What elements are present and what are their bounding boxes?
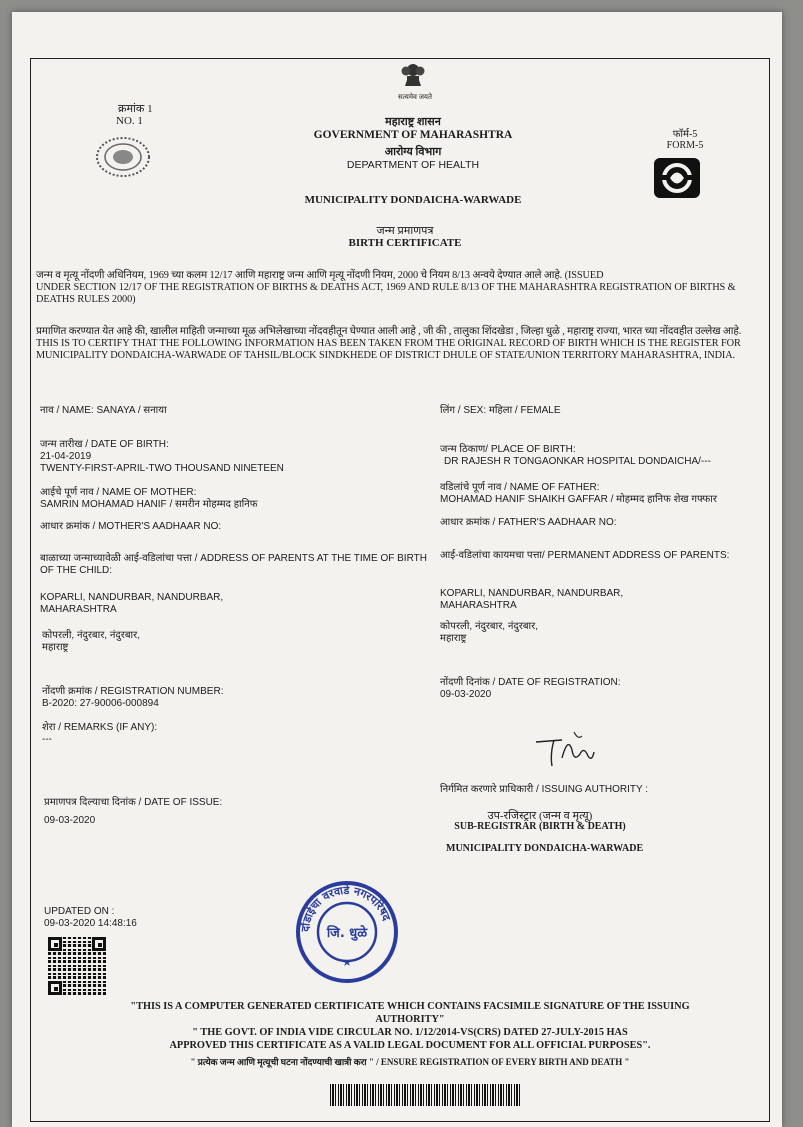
permanent-address-marathi	[440, 621, 538, 645]
address-line: कोपरली, नंदुरबार, नंदुरबार,	[42, 630, 140, 641]
footer-statement	[100, 1000, 720, 1052]
sex-field	[440, 405, 561, 417]
updated-on-field	[44, 906, 137, 930]
dob-field	[40, 439, 284, 475]
qr-code-icon	[48, 937, 106, 995]
barcode-icon	[330, 1084, 520, 1106]
pob-value: DR RAJESH R TONGAONKAR HOSPITAL DONDAICHA/---	[444, 456, 711, 467]
mother-aadhaar-field: आधार क्रमांक / MOTHER'S AADHAAR NO:	[40, 521, 222, 532]
address-at-birth-label: बाळाच्या जन्माच्यावेळी आई-वडिलांचा पत्ता / ADDRESS OF PARENTS AT THE TIME OF BIRTH OF THE CHILD:	[40, 553, 427, 576]
registration-number-label: नोंदणी क्रमांक / REGISTRATION NUMBER:	[42, 686, 224, 697]
municipality-title: MUNICIPALITY DONDAICHA-WARWADE	[304, 194, 522, 206]
permanent-address-label: आई-वडिलांचा कायमचा पत्ता/ PERMANENT ADDRESS OF PARENTS:	[440, 550, 730, 561]
certificate-title-marathi: जन्म प्रमाणपत्र	[376, 225, 434, 237]
address-line: कोपरली, नंदुरबार, नंदुरबार,	[440, 621, 538, 632]
name-label: नाव / NAME:	[40, 405, 94, 416]
registration-date-label: नोंदणी दिनांक / DATE OF REGISTRATION:	[440, 677, 621, 688]
issued-under-paragraph	[36, 270, 768, 306]
sex-value: महिला / FEMALE	[488, 405, 561, 416]
remarks-value: ---	[42, 734, 52, 745]
government-title: GOVERNMENT OF MAHARASHTRA	[313, 129, 513, 141]
seal-center-text: जि. धुळे	[326, 926, 368, 941]
registration-number-field	[42, 686, 223, 710]
father-label: वडिलांचे पूर्ण नाव / NAME OF FATHER:	[440, 482, 600, 493]
footer-slogan-marathi: " प्रत्येक जन्म आणि मृत्यूची घटना नोंदण्याची खात्री करा " /	[190, 1057, 379, 1067]
remarks-label: शेरा / REMARKS (IF ANY):	[42, 722, 158, 733]
certify-english: THIS IS TO CERTIFY THAT THE FOLLOWING INFORMATION HAS BEEN TAKEN FROM THE ORIGINAL RECORD OF BIRTH WHICH IS THE REGISTER FOR MUNICIPALITY DONDAICHA-WARWADE OF TAHSIL/BLOCK SINDKHEDE OF DISTRICT DHULE OF STATE/UNION TERRITORY MAHARASHTRA, INDIA.	[36, 338, 741, 361]
registration-date-value: 09-03-2020	[440, 689, 492, 700]
footer-line: " THE GOVT. OF INDIA VIDE CIRCULAR NO. 1/12/2014-VS(CRS) DATED 27-JULY-2015 HAS	[192, 1027, 628, 1038]
address-line: KOPARLI, NANDURBAR, NANDURBAR,	[40, 592, 224, 603]
footer-line: APPROVED THIS CERTIFICATE AS A VALID LEGAL DOCUMENT FOR ALL OFFICIAL PURPOSES".	[169, 1040, 651, 1051]
registration-logo-icon	[653, 157, 701, 199]
serial-number: NO. 1	[116, 115, 143, 127]
father-field	[440, 482, 717, 506]
name-field	[40, 405, 167, 417]
dob-label: जन्म तारीख / DATE OF BIRTH:	[40, 439, 169, 450]
sex-label: लिंग / SEX:	[440, 405, 487, 416]
name-value: SANAYA / सनाया	[96, 405, 167, 416]
certify-paragraph	[36, 326, 768, 362]
mother-label: आईचे पूर्ण नाव / NAME OF MOTHER:	[40, 487, 197, 498]
maharashtra-seal-icon	[96, 137, 150, 177]
government-marathi: महाराष्ट्र शासन	[385, 116, 441, 128]
pob-label: जन्म ठिकाण/ PLACE OF BIRTH:	[440, 444, 576, 455]
certify-marathi: प्रमाणित करण्यात येत आहे की, खालील माहिती जन्माच्या मूळ अभिलेखाच्या नोंदवहीतून घेण्यात आली आहे , जी की , तालुका शिंदखेडा , जिल्हा धुळे , महाराष्ट्र राज्या, भारत च्या नोंदवहीत उल्लेख आहे.	[36, 326, 742, 337]
municipal-seal-stamp	[295, 880, 399, 984]
date-of-issue-label: प्रमाणपत्र दिल्याचा दिनांक / DATE OF ISSUE:	[44, 797, 223, 808]
father-aadhaar-field: आधार क्रमांक / FATHER'S AADHAAR NO:	[440, 517, 617, 528]
department-title: DEPARTMENT OF HEALTH	[346, 159, 480, 171]
issued-under-english: UNDER SECTION 12/17 OF THE REGISTRATION OF BIRTHS & DEATHS ACT, 1969 AND RULE 8/13 OF THE MAHARASHTRA REGISTRATION OF BIRTHS & DEATHS RULES 2000)	[36, 282, 736, 305]
address-line: MAHARASHTRA	[440, 600, 517, 611]
issued-under-marathi: जन्म व मृत्यू नोंदणी अधिनियम, 1969 च्या कलम 12/17 आणि महाराष्ट्र जन्म आणि मृत्यू नोंदणी नियम, 2000 चे नियम 8/13 अन्वये देण्यात आले आहे. (ISSUED	[36, 270, 604, 281]
national-emblem-icon	[395, 56, 431, 92]
updated-on-value: 09-03-2020 14:48:16	[44, 918, 137, 929]
mother-field	[40, 487, 257, 511]
address-line: KOPARLI, NANDURBAR, NANDURBAR,	[440, 588, 624, 599]
emblem-motto: सत्यमेव जयते	[398, 93, 432, 101]
sub-registrar-marathi: उप-रजिस्ट्रार (जन्म व मृत्यू)	[487, 810, 593, 822]
address-at-birth-marathi	[42, 630, 140, 654]
footer-slogan-english: ENSURE REGISTRATION OF EVERY BIRTH AND DEATH "	[380, 1057, 630, 1067]
footer-slogan	[130, 1055, 690, 1068]
certificate-border	[30, 58, 770, 1122]
footer-line: "THIS IS A COMPUTER GENERATED CERTIFICATE WHICH CONTAINS FACSIMILE SIGNATURE OF THE ISSUING AUTHORITY"	[130, 1001, 690, 1025]
dob-value: 21-04-2019	[40, 451, 92, 462]
address-line: महाराष्ट्र	[42, 642, 69, 653]
registration-number-value: B-2020: 27-90006-000894	[42, 698, 159, 709]
father-value: MOHAMAD HANIF SHAIKH GAFFAR / मोहम्मद हानिफ शेख गफ्फार	[440, 494, 717, 505]
form-number-marathi: फॉर्म-5	[672, 129, 698, 140]
date-of-issue-value: 09-03-2020	[44, 815, 96, 826]
mother-value: SAMRIN MOHAMAD HANIF / समरीन मोहम्मद हानिफ	[40, 499, 258, 510]
department-marathi: आरोग्य विभाग	[384, 146, 442, 158]
registration-date-field	[440, 677, 621, 701]
pob-field	[440, 444, 711, 468]
sub-registrar-title: SUB-REGISTRAR (BIRTH & DEATH)	[454, 821, 626, 832]
authority-municipality: MUNICIPALITY DONDAICHA-WARWADE	[446, 843, 644, 854]
certificate-title: BIRTH CERTIFICATE	[348, 237, 462, 249]
date-of-issue-field	[44, 797, 222, 827]
address-line: MAHARASHTRA	[40, 604, 117, 615]
address-at-birth-english	[40, 592, 223, 616]
remarks-field	[42, 722, 157, 746]
form-number: FORM-5	[666, 140, 704, 151]
updated-on-label: UPDATED ON :	[44, 906, 115, 917]
signature-icon	[532, 728, 598, 772]
address-line: महाराष्ट्र	[440, 633, 467, 644]
seal-ring-text: दोंडाईचा वरवाडे नगरपरिषद	[298, 883, 393, 933]
serial-number-marathi: क्रमांक 1	[118, 103, 153, 115]
permanent-address-english	[440, 588, 623, 612]
dob-in-words: TWENTY-FIRST-APRIL-TWO THOUSAND NINETEEN	[40, 463, 284, 474]
issuing-authority-label: निर्गमित करणारे प्राधिकारी / ISSUING AUTHORITY :	[440, 784, 649, 795]
